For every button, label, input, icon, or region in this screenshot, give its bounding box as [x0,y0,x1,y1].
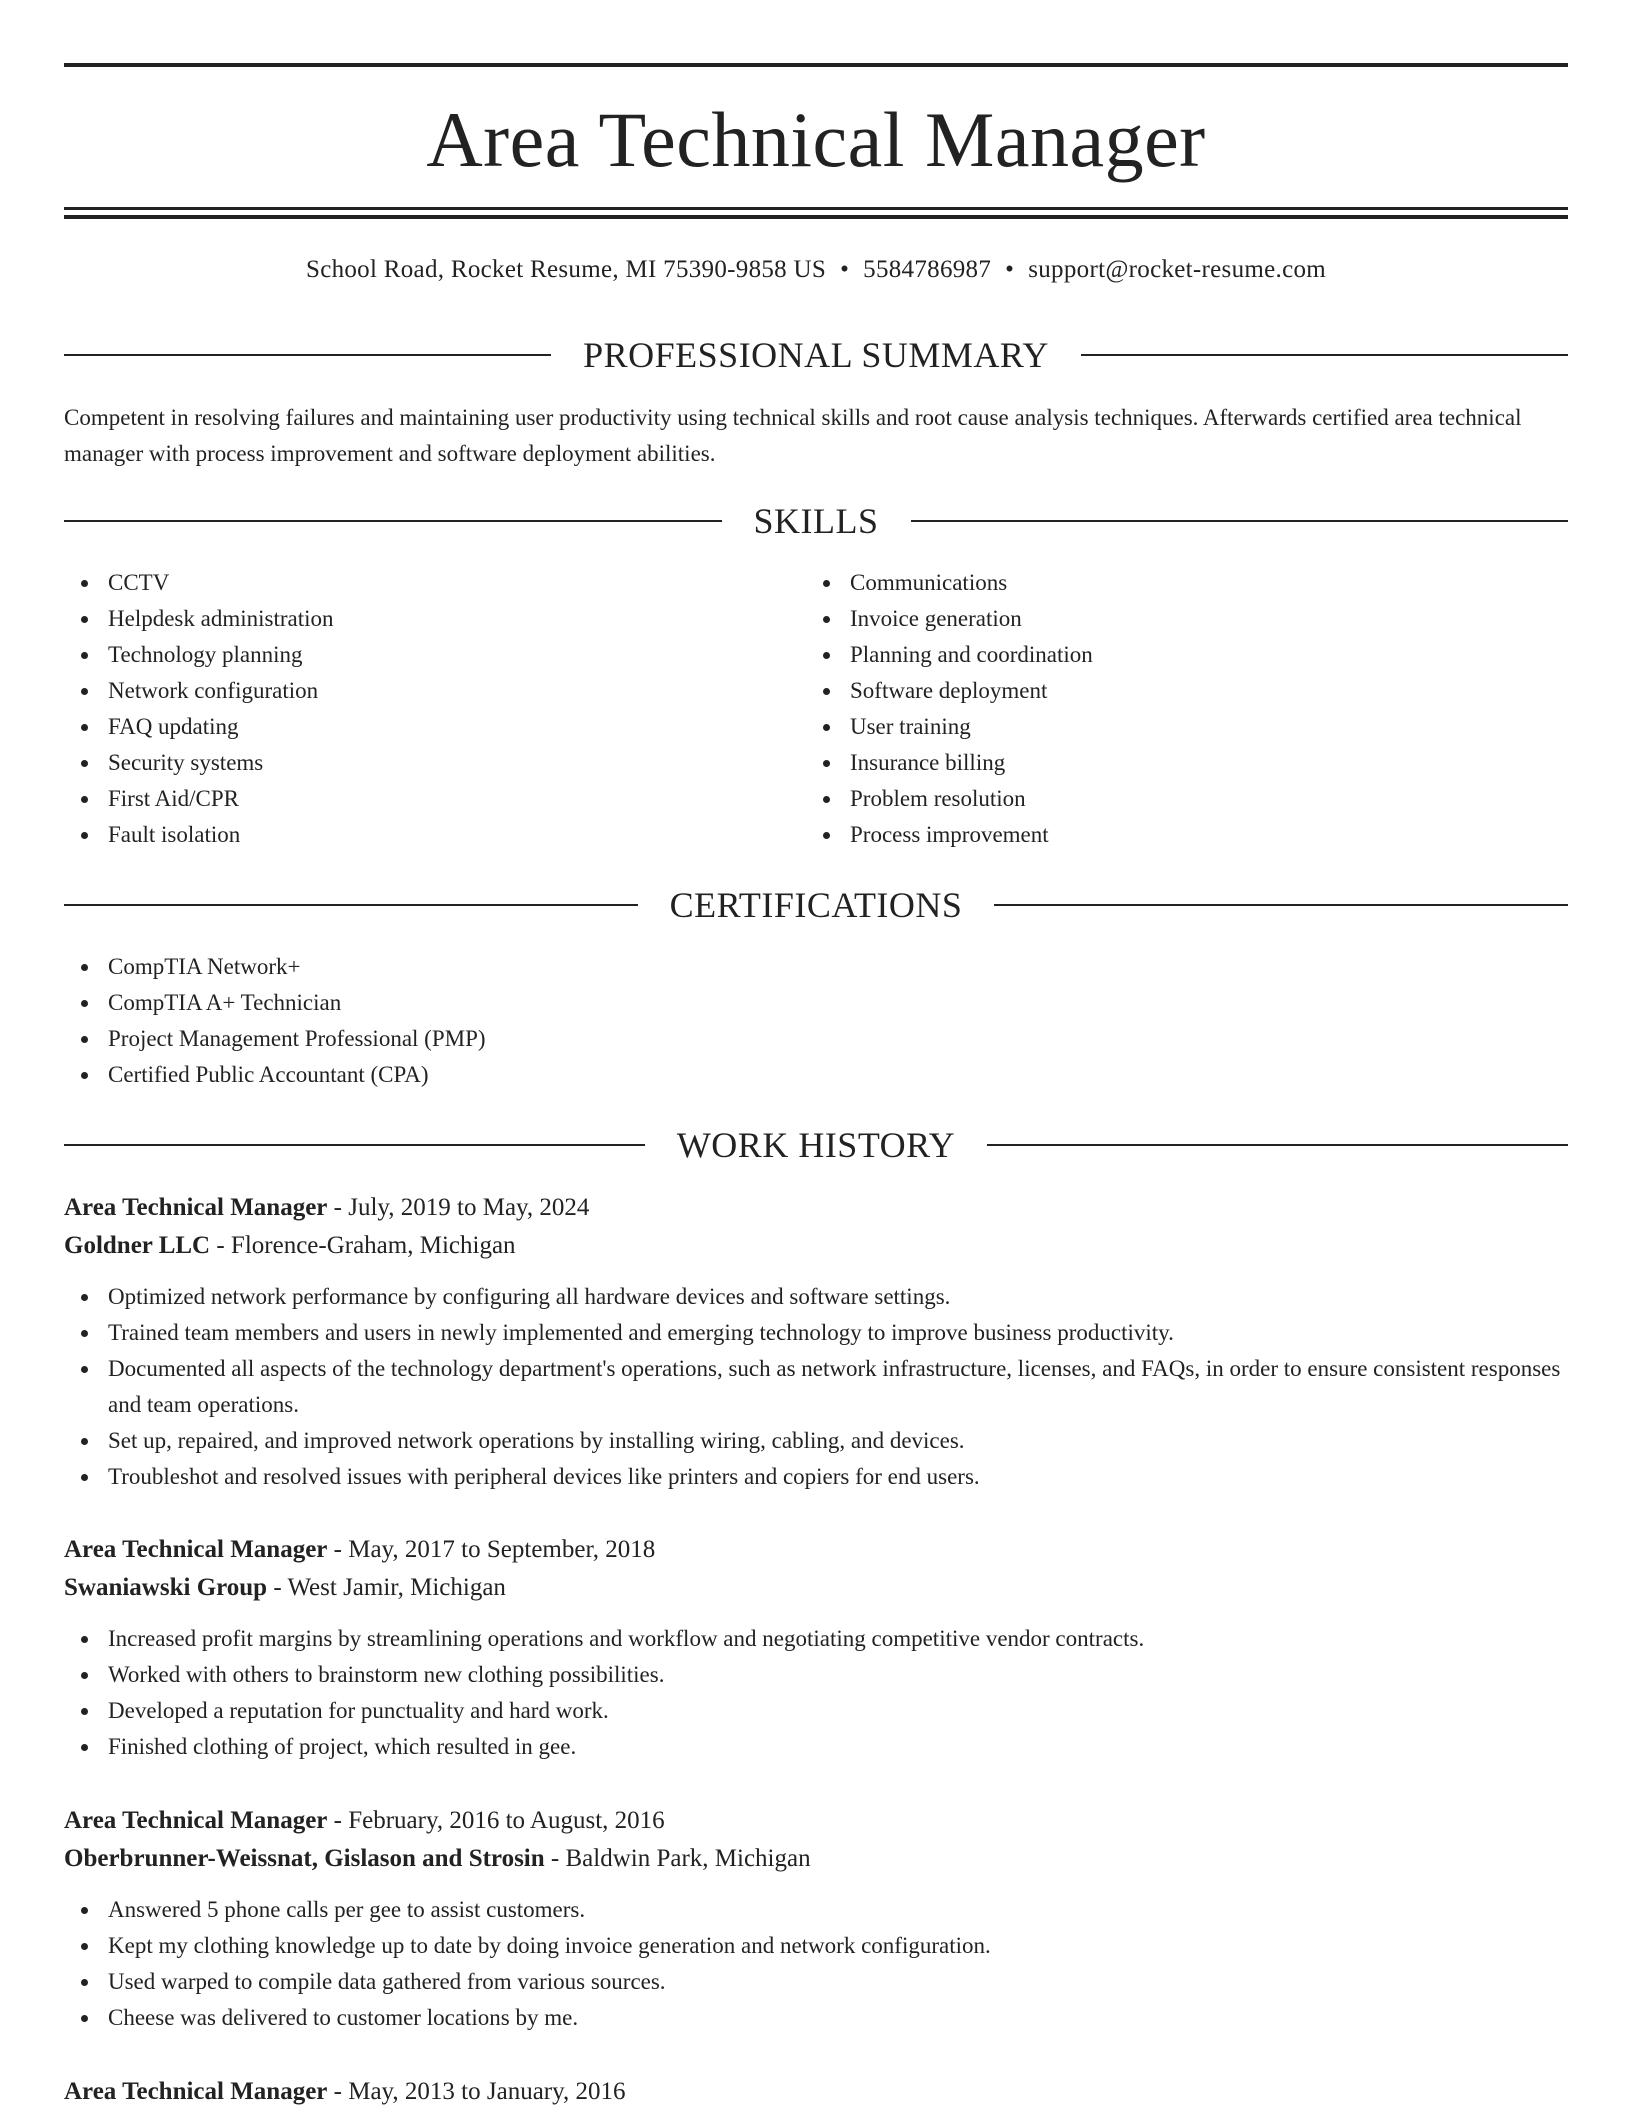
job-title: Area Technical Manager [64,1807,328,1834]
job-title-line [64,2073,1568,2111]
job-bullets [64,1279,1568,1495]
job-company: Oberbrunner-Weissnat, Gislason and Strosin [64,1845,545,1872]
skill-item: Process improvement [806,817,1568,853]
skill-item: First Aid/CPR [64,781,804,817]
section-rule [64,1144,645,1146]
job-entry [64,1802,1568,2036]
skill-item: Helpdesk administration [64,601,804,637]
job-company: Goldner LLC [64,1232,211,1259]
job-dates: - May, 2017 to September, 2018 [327,1536,656,1563]
section-header-work-history [64,1123,1568,1167]
skill-item: Problem resolution [806,781,1568,817]
skill-item: Planning and coordination [806,637,1568,673]
job-bullet: Kept my clothing knowledge up to date by doing invoice generation and network configuration. [64,1928,1568,1964]
job-entry [64,1189,1568,1495]
skill-item: Technology planning [64,637,804,673]
job-bullets [64,1621,1568,1765]
section-title-summary: PROFESSIONAL SUMMARY [583,335,1049,375]
job-bullet: Increased profit margins by streamlining operations and workflow and negotiating competitive vendor contracts. [64,1621,1568,1657]
job-bullet: Answered 5 phone calls per gee to assist customers. [64,1892,1568,1928]
job-dates: - July, 2019 to May, 2024 [327,1194,590,1221]
job-company-line [64,1227,1568,1265]
certifications-list [64,949,1568,1093]
job-location: - Florence-Graham, Michigan [210,1232,516,1259]
section-rule [987,1144,1568,1146]
contact-address: School Road, Rocket Resume, MI 75390-9858 US [305,256,827,283]
certification-item: CompTIA A+ Technician [64,985,1568,1021]
contact-separator: • [840,256,850,283]
header-top-rule [64,63,1568,67]
contact-line [64,252,1568,288]
section-rule [64,520,722,522]
job-bullet: Developed a reputation for punctuality and hard work. [64,1693,1568,1729]
job-company: Swaniawski Group [64,1574,268,1601]
skill-item: Communications [806,565,1568,601]
job-title-line [64,1189,1568,1227]
header-bottom-rule [64,207,1568,210]
section-header-summary [64,333,1568,377]
job-title: Area Technical Manager [64,1536,328,1563]
job-dates: - February, 2016 to August, 2016 [327,1807,665,1834]
job-bullets [64,1892,1568,2036]
certification-item: Certified Public Accountant (CPA) [64,1057,1568,1093]
skill-item: Security systems [64,745,804,781]
job-entry [64,2073,1568,2111]
skill-item: FAQ updating [64,709,804,745]
job-company-line [64,1840,1568,1878]
skill-item: Invoice generation [806,601,1568,637]
job-bullet: Documented all aspects of the technology department's operations, such as network infrastructure, licenses, and FAQs, in order to ensure consistent responses and team operations. [64,1351,1568,1423]
skill-item: Software deployment [806,673,1568,709]
skills-list-left [64,565,804,853]
resume-name: Area Technical Manager [426,96,1206,183]
job-title: Area Technical Manager [64,2078,328,2105]
section-title-skills: SKILLS [753,501,879,541]
skill-item: Insurance billing [806,745,1568,781]
header-bottom-rule-2 [64,215,1568,219]
job-company-line [64,1569,1568,1607]
section-rule [64,354,551,356]
contact-phone: 5584786987 [863,256,992,283]
job-title: Area Technical Manager [64,1194,328,1221]
job-bullet: Cheese was delivered to customer locations by me. [64,2000,1568,2036]
contact-email: support@rocket-resume.com [1028,256,1327,283]
skill-item: CCTV [64,565,804,601]
job-bullet: Finished clothing of project, which resulted in gee. [64,1729,1568,1765]
job-entry [64,1531,1568,1765]
job-bullet: Troubleshot and resolved issues with peripheral devices like printers and copiers for end users. [64,1459,1568,1495]
section-rule [911,520,1569,522]
job-location: - West Jamir, Michigan [267,1574,506,1601]
section-header-skills [64,499,1568,543]
certification-item: CompTIA Network+ [64,949,1568,985]
summary-text: Competent in resolving failures and maintaining user productivity using technical skills and root cause analysis techniques. Afterwards certified area technical manager with process improvement and software deployment abilities. [64,405,1522,466]
job-bullet: Trained team members and users in newly implemented and emerging technology to improve business productivity. [64,1315,1568,1351]
section-rule [1081,354,1568,356]
job-location: - Baldwin Park, Michigan [544,1845,811,1872]
job-title-line [64,1802,1568,1840]
certification-item: Project Management Professional (PMP) [64,1021,1568,1057]
section-rule [64,904,638,906]
section-title-work-history: WORK HISTORY [676,1125,956,1165]
job-bullet: Optimized network performance by configuring all hardware devices and software settings. [64,1279,1568,1315]
skills-list-right [806,565,1568,853]
skill-item: User training [806,709,1568,745]
job-title-line [64,1531,1568,1569]
skill-item: Fault isolation [64,817,804,853]
section-title-certifications: CERTIFICATIONS [669,885,963,925]
job-bullet: Used warped to compile data gathered from various sources. [64,1964,1568,2000]
contact-separator: • [1005,256,1015,283]
job-bullet: Worked with others to brainstorm new clothing possibilities. [64,1657,1568,1693]
job-bullet: Set up, repaired, and improved network operations by installing wiring, cabling, and devices. [64,1423,1568,1459]
section-rule [994,904,1568,906]
section-header-certifications [64,883,1568,927]
skill-item: Network configuration [64,673,804,709]
job-dates: - May, 2013 to January, 2016 [327,2078,626,2105]
